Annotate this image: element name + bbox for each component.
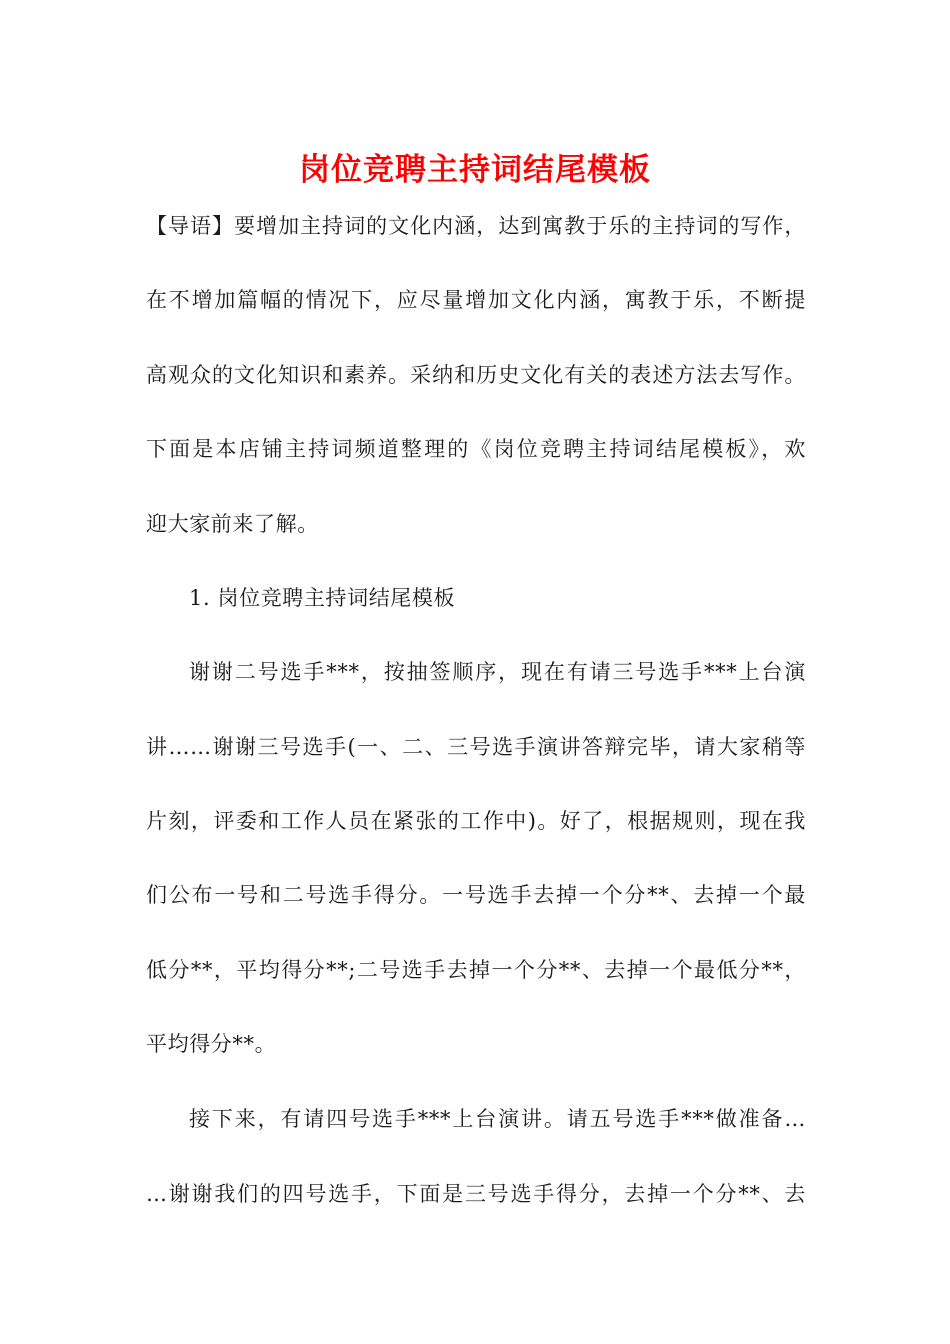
paragraph-1-line-5: 低分**，平均得分**;二号选手去掉一个分**、去掉一个最低分**， [146,958,806,982]
section-heading: 1. 岗位竞聘主持词结尾模板 [189,586,456,610]
paragraph-2-line-2: …谢谢我们的四号选手，下面是三号选手得分，去掉一个分**、去 [146,1182,806,1206]
paragraph-1-line-4: 们公布一号和二号选手得分。一号选手去掉一个分**、去掉一个最 [146,883,806,907]
document-title: 岗位竞聘主持词结尾模板 [299,152,651,188]
paragraph-1-line-1: 谢谢二号选手***，按抽签顺序，现在有请三号选手***上台演 [189,660,806,684]
intro-line-3: 高观众的文化知识和素养。采纳和历史文化有关的表述方法去写作。 [146,363,806,387]
intro-line-4: 下面是本店铺主持词频道整理的《岗位竞聘主持词结尾模板》，欢 [146,437,806,461]
intro-line-5: 迎大家前来了解。 [146,512,319,536]
paragraph-1-line-2: 讲……谢谢三号选手(一、二、三号选手演讲答辩完毕，请大家稍等 [146,735,806,759]
paragraph-1-line-6: 平均得分**。 [146,1032,277,1056]
intro-line-1: 【导语】要增加主持词的文化内涵，达到寓教于乐的主持词的写作， [146,214,806,238]
paragraph-2-line-1: 接下来，有请四号选手***上台演讲。请五号选手***做准备… [189,1107,806,1131]
paragraph-1-line-3: 片刻，评委和工作人员在紧张的工作中)。好了，根据规则，现在我 [146,809,806,833]
intro-line-2: 在不增加篇幅的情况下，应尽量增加文化内涵，寓教于乐，不断提 [146,288,806,312]
